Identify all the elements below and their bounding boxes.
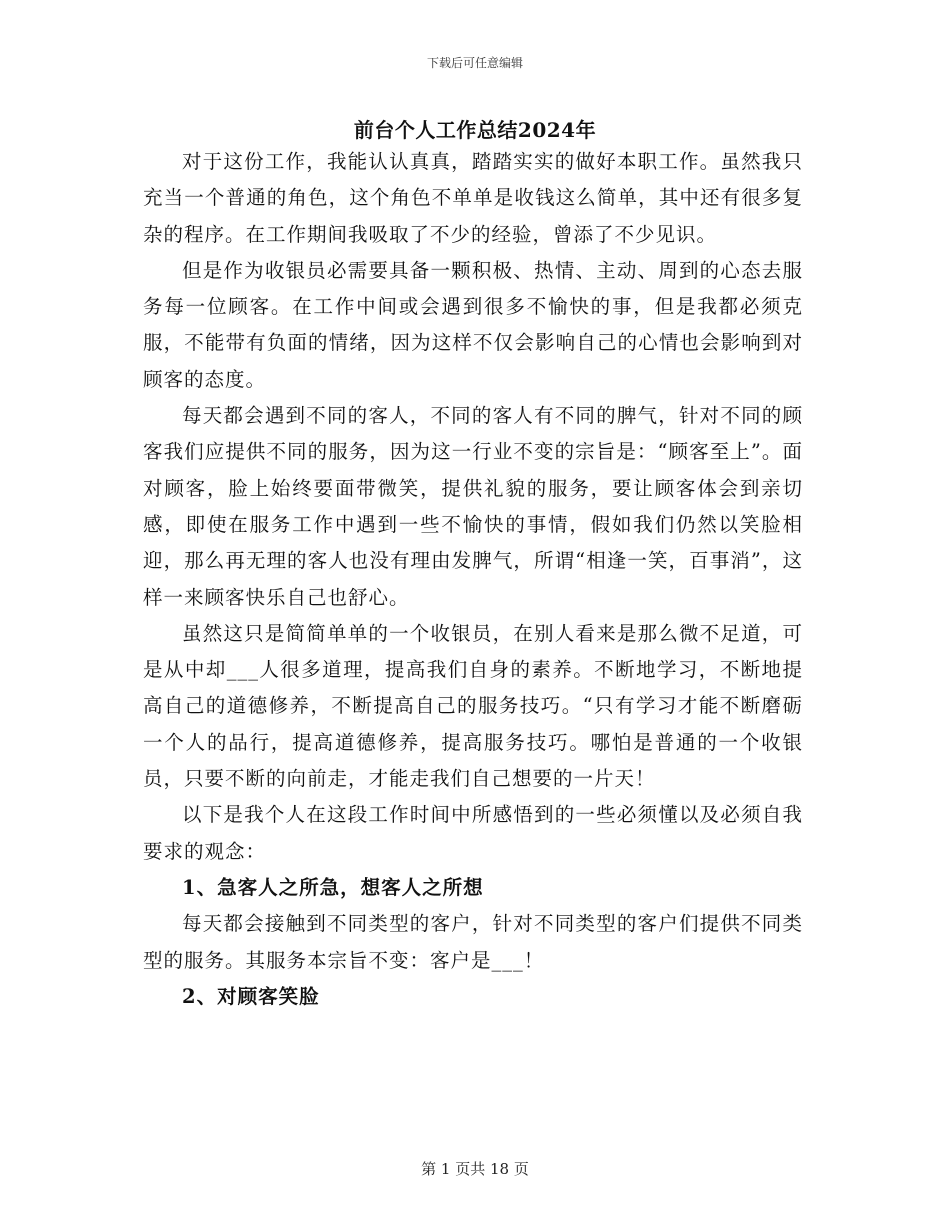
paragraph-3: 每天都会遇到不同的客人，不同的客人有不同的脾气，针对不同的顾客我们应提供不同的服务，因为这一行业不变的宗旨是：“顾客至上”。面对顾客，脸上始终要面带微笑，提供礼貌的服务，要让顾客体会到亲切感，即使在服务工作中遇到一些不愉快的事情，假如我们仍然以笑脸相迎，那么再无理的客人也没有理由发脾气，所谓“相逢一笑，百事消”，这样一来顾客快乐自己也舒心。 — [143, 404, 803, 609]
section-1-heading: 1、急客人之所急，想客人之所想 — [182, 875, 484, 899]
paragraph-4: 虽然这只是简简单单的一个收银员，在别人看来是那么微不足道，可是从中却___人很多道理，提高我们自身的素养。不断地学习，不断地提高自己的道德修养，不断提高自己的服务技巧。“只有学习才能不断磨砺一个人的品行，提高道德修养，提高服务技巧。哪怕是普通的一个收银员，只要不断的向前走，才能走我们自己想要的一片天！ — [143, 621, 803, 791]
page-header: 下载后可任意编辑 — [426, 56, 523, 70]
section-1-text: 每天都会接触到不同类型的客户，针对不同类型的客户们提供不同类型的服务。其服务本宗旨不变：客户是___！ — [143, 912, 803, 972]
section-2-heading: 2、对顾客笑脸 — [182, 984, 320, 1008]
page-number: 第 1 页共 18 页 — [421, 1160, 529, 1178]
document-body — [143, 144, 803, 1015]
paragraph-1: 对于这份工作，我能认认真真，踏踏实实的做好本职工作。虽然我只充当一个普通的角色，这个角色不单单是收钱这么简单，其中还有很多复杂的程序。在工作期间我吸取了不少的经验，曾添了不少见识。 — [143, 150, 803, 246]
paragraph-2: 但是作为收银员必需要具备一颗积极、热情、主动、周到的心态去服务每一位顾客。在工作中间或会遇到很多不愉快的事，但是我都必须克服，不能带有负面的情绪，因为这样不仅会影响自己的心情也会影响到对顾客的态度。 — [143, 258, 803, 391]
paragraph-5: 以下是我个人在这段工作时间中所感悟到的一些必须懂以及必须自我要求的观念： — [143, 803, 803, 863]
document-title: 前台个人工作总结2024年 — [353, 118, 597, 142]
